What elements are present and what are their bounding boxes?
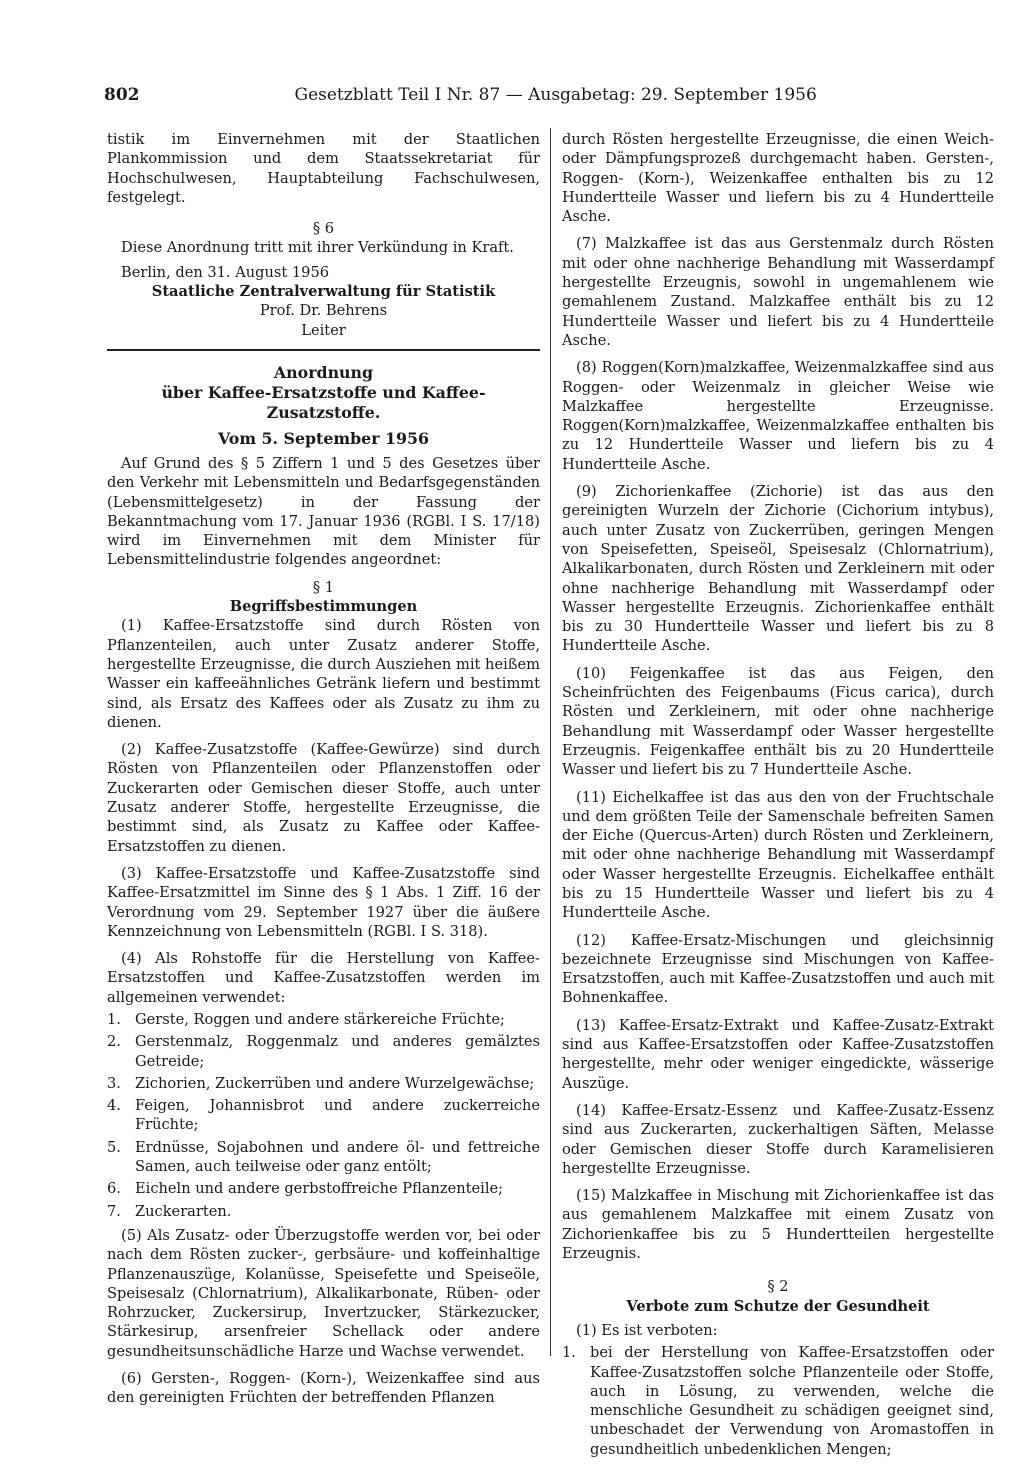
- separator-rule: [107, 349, 540, 351]
- ordinance-date: Vom 5. September 1956: [218, 428, 429, 448]
- list-item: [107, 1010, 540, 1029]
- place-date: Berlin, den 31. August 1956: [121, 263, 330, 281]
- list-item: [562, 1343, 994, 1459]
- list-item-text: Feigen, Johannisbrot und andere zuckerreiche Früchte;: [135, 1097, 540, 1134]
- list-item-text: Gerstenmalz, Roggenmalz und anderes gemälztes Getreide;: [135, 1033, 540, 1070]
- paragraph-6-continued: durch Rösten hergestellte Erzeugnisse, die einen Weich- oder Dämpfungsprozeß durchgemacht haben. Gersten-, Roggen- (Korn-), Weizenkaffee enthalten bis zu 12 Hundertteile Wasser und liefern bis zu 4 Hundertteile Asche.: [562, 131, 994, 226]
- paragraph-3: (3) Kaffee-Ersatzstoffe und Kaffee-Zusatzstoffe sind Kaffee-Ersatzmittel im Sinne des § 1 Abs. 1 Ziff. 16 der Verordnung vom 29. September 1927 über die äußere Kennzeichnung von Lebensmitteln (RGBl. I S. 318).: [107, 864, 540, 940]
- paragraph-8: (8) Roggen(Korn)malzkaffee, Weizenmalzkaffee sind aus Roggen- oder Weizenmalz in gleicher Weise wie Malzkaffee hergestellte Erzeugnisse. Roggen(Korn)malzkaffee, Weizenmalzkaffee enthalten bis zu 12 Hundertteile Wasser und liefern bis zu 4 Hundertteile Asche.: [562, 359, 994, 473]
- paragraph-5: (5) Als Zusatz- oder Überzugstoffe werden vor, bei oder nach dem Rösten zucker-, gerbsäure- und koffeinhaltige Pflanzenauszüge, Kolanüsse, Speisefette und Speiseöle, Speisesalz (Chlornatrium), Alkalikarbonate, Rüben- oder Rohrzucker, Zuckersirup, Invertzucker, Stärkezucker, Stärkesirup, arsenfreier Schellack oder andere gesundheitsunschädliche Harze und Wachse verwendet.: [107, 1226, 540, 1360]
- list-item-number: 5.: [107, 1138, 121, 1156]
- signer-role: Leiter: [301, 321, 346, 339]
- list-item-text: Gerste, Roggen und andere stärkereiche Früchte;: [135, 1010, 505, 1028]
- paragraph-10: (10) Feigenkaffee ist das aus Feigen, den Scheinfrüchten des Feigenbaums (Ficus carica), durch Rösten und Zerkleinern, mit oder ohne nachherige Behandlung mit Wasserdampf oder Wasser hergestellte Erzeugnis. Feigenkaffee enthält bis zu 20 Hundertteile Wasser und liefert bis zu 7 Hundertteile Asche.: [562, 664, 994, 779]
- continued-paragraph: tistik im Einvernehmen mit der Staatlichen Plankommission und dem Staatssekretariat für Hochschulwesen, Hauptabteilung Fachschulwesen, festgelegt.: [107, 131, 540, 206]
- column-divider: [550, 128, 551, 1356]
- list-item-text: Eicheln und andere gerbstoffreiche Pflanzenteile;: [135, 1180, 504, 1198]
- list-item-number: 2.: [107, 1033, 121, 1051]
- paragraph-9: (9) Zichorienkaffee (Zichorie) ist das aus den gereinigten Wurzeln der Zichorie (Cichorium intybus), auch unter Zusatz von Zuckerrüben, geringen Mengen von Speisefetten, Speiseöl, Speisesalz (Chlornatrium), Alkalikarbonaten, durch Rösten und Zerkleinern mit oder ohne nachherige Behandlung mit Wasserdampf oder Wasser hergestellte Erzeugnis. Zichorienkaffee enthält bis zu 30 Hundertteile Wasser und liefert bis zu 8 Hundertteile Asche.: [562, 483, 994, 655]
- list-item: [107, 1179, 540, 1198]
- list-item-text: bei der Herstellung von Kaffee-Ersatzstoffen oder Kaffee-Zusatzstoffen solche Pflanzenteile oder Stoffe, auch in Lösung, zu verwenden, welche die menschliche Gesundheit zu schädigen geeignet sind, unbeschadet der Verwendung von Aromastoffen in gesundheitlich unbedenklichen Mengen;: [590, 1344, 994, 1458]
- list-item-text: Erdnüsse, Sojabohnen und andere öl- und fettreiche Samen, auch teilweise oder ganz entölt;: [135, 1138, 540, 1176]
- paragraph-4-intro: (4) Als Rohstoffe für die Herstellung von Kaffee-Ersatzstoffen und Kaffee-Zusatzstoffen werden im allgemeinen verwendet:: [107, 950, 540, 1006]
- paragraph-11: (11) Eichelkaffee ist das aus den von der Fruchtschale und dem größten Teile der Samenschale befreiten Samen der Eiche (Quercus-Arten) durch Rösten und Zerkleinern, mit oder ohne nachherige Behandlung mit Wasserdampf oder Wasser hergestellte Erzeugnis. Eichelkaffee enthält bis zu 15 Hundertteile Wasser und liefert bis zu 4 Hundertteile Asche.: [562, 788, 994, 922]
- section-2-paragraph-1: (1) Es ist verboten:: [576, 1321, 718, 1339]
- list-item-number: 1.: [562, 1344, 576, 1362]
- paragraph-15: (15) Malzkaffee in Mischung mit Zichorienkaffee ist das aus gemahlenem Malzkaffee mit einem Zusatz von Zichorienkaffee bis zu 5 Hundertteilen hergestellte Erzeugnis.: [562, 1187, 994, 1263]
- issuing-authority: Staatliche Zentralverwaltung für Statistik: [151, 283, 496, 301]
- section-2-title: Verbote zum Schutze der Gesundheit: [626, 1297, 930, 1315]
- left-column: [107, 130, 540, 1408]
- list-item-number: 1.: [107, 1010, 121, 1028]
- paragraph-2: (2) Kaffee-Zusatzstoffe (Kaffee-Gewürze) sind durch Rösten von Pflanzenteilen oder Pflanzenstoffen oder Zuckerarten oder Gemischen dieser Stoffe, auch unter Zusatz anderer Stoffe, hergestellte Erzeugnisse, die bestimmt sind, als Zusatz zu Kaffee oder Kaffee-Ersatzstoffen zu dienen.: [107, 741, 540, 855]
- paragraph-6: (6) Gersten-, Roggen- (Korn-), Weizenkaffee sind aus den gereinigten Früchten der betreffenden Pflanzen: [107, 1370, 540, 1407]
- page-number: 802: [104, 85, 140, 105]
- section-2-heading: § 2: [767, 1278, 789, 1296]
- prohibitions-list: [562, 1343, 994, 1459]
- ordinance-title-line2: über Kaffee-Ersatzstoffe und Kaffee-Zusatzstoffe.: [161, 382, 486, 422]
- raw-materials-list: [107, 1010, 540, 1221]
- list-item-number: 3.: [107, 1074, 121, 1092]
- page-header: [104, 84, 992, 106]
- running-head: Gesetzblatt Teil I Nr. 87 — Ausgabetag: 29. September 1956: [294, 85, 817, 105]
- section-1-heading: § 1: [312, 578, 335, 596]
- list-item: [107, 1074, 540, 1093]
- signer-name: Prof. Dr. Behrens: [259, 302, 388, 320]
- right-column: [562, 130, 994, 1459]
- list-item: [107, 1202, 540, 1221]
- preamble: Auf Grund des § 5 Ziffern 1 und 5 des Gesetzes über den Verkehr mit Lebensmitteln und Bedarfsgegenständen (Lebensmittelgesetz) in der Fassung der Bekanntmachung vom 17. Januar 1936 (RGBl. I S. 17/18) wird im Einvernehmen mit dem Minister für Lebensmittelindustrie folgendes angeordnet:: [107, 454, 540, 569]
- paragraph-13: (13) Kaffee-Ersatz-Extrakt und Kaffee-Zusatz-Extrakt sind aus Kaffee-Ersatzstoffen oder Kaffee-Zusatzstoffen hergestellte, mehr oder weniger eingedickte, wässerige Auszüge.: [562, 1016, 994, 1092]
- section-1-title: Begriffsbestimmungen: [229, 598, 418, 616]
- list-item-number: 6.: [107, 1180, 121, 1198]
- list-item-text: Zichorien, Zuckerrüben und andere Wurzelgewächse;: [135, 1074, 535, 1092]
- list-item-number: 4.: [107, 1097, 121, 1115]
- list-item: [107, 1138, 540, 1177]
- ordinance-title-line1: Anordnung: [273, 362, 374, 382]
- paragraph-7: (7) Malzkaffee ist das aus Gerstenmalz durch Rösten mit oder ohne nachherige Behandlung mit Wasserdampf hergestellte Erzeugnis, sowohl in ungemahlenem wie gemahlenem Zustand. Malzkaffee enthält bis zu 12 Hundertteile Wasser und liefert bis zu 4 Hundertteile Asche.: [562, 235, 994, 349]
- section-6-heading: § 6: [312, 220, 335, 238]
- paragraph-1: (1) Kaffee-Ersatzstoffe sind durch Rösten von Pflanzenteilen, auch unter Zusatz anderer Stoffe, hergestellte Erzeugnisse, die durch Ausziehen mit heißem Wasser ein kaffeeähnliches Getränk liefern und bestimmt sind, als Ersatz des Kaffees oder als Zusatz zu ihm zu dienen.: [107, 617, 540, 731]
- list-item: [107, 1096, 540, 1135]
- list-item: [107, 1032, 540, 1071]
- list-item-text: Zuckerarten.: [135, 1202, 232, 1220]
- section-6-text: Diese Anordnung tritt mit ihrer Verkündung in Kraft.: [121, 239, 514, 257]
- list-item-number: 7.: [107, 1202, 121, 1220]
- paragraph-12: (12) Kaffee-Ersatz-Mischungen und gleichsinnig bezeichnete Erzeugnisse sind Mischungen von Kaffee-Ersatzstoffen, auch mit Kaffee-Zusatzstoffen und auch mit Bohnenkaffee.: [562, 931, 994, 1007]
- paragraph-14: (14) Kaffee-Ersatz-Essenz und Kaffee-Zusatz-Essenz sind aus Zuckerarten, zuckerhaltigen Säften, Melasse oder Gemischen dieser Stoffe durch Karamelisieren hergestellte Erzeugnisse.: [562, 1101, 994, 1177]
